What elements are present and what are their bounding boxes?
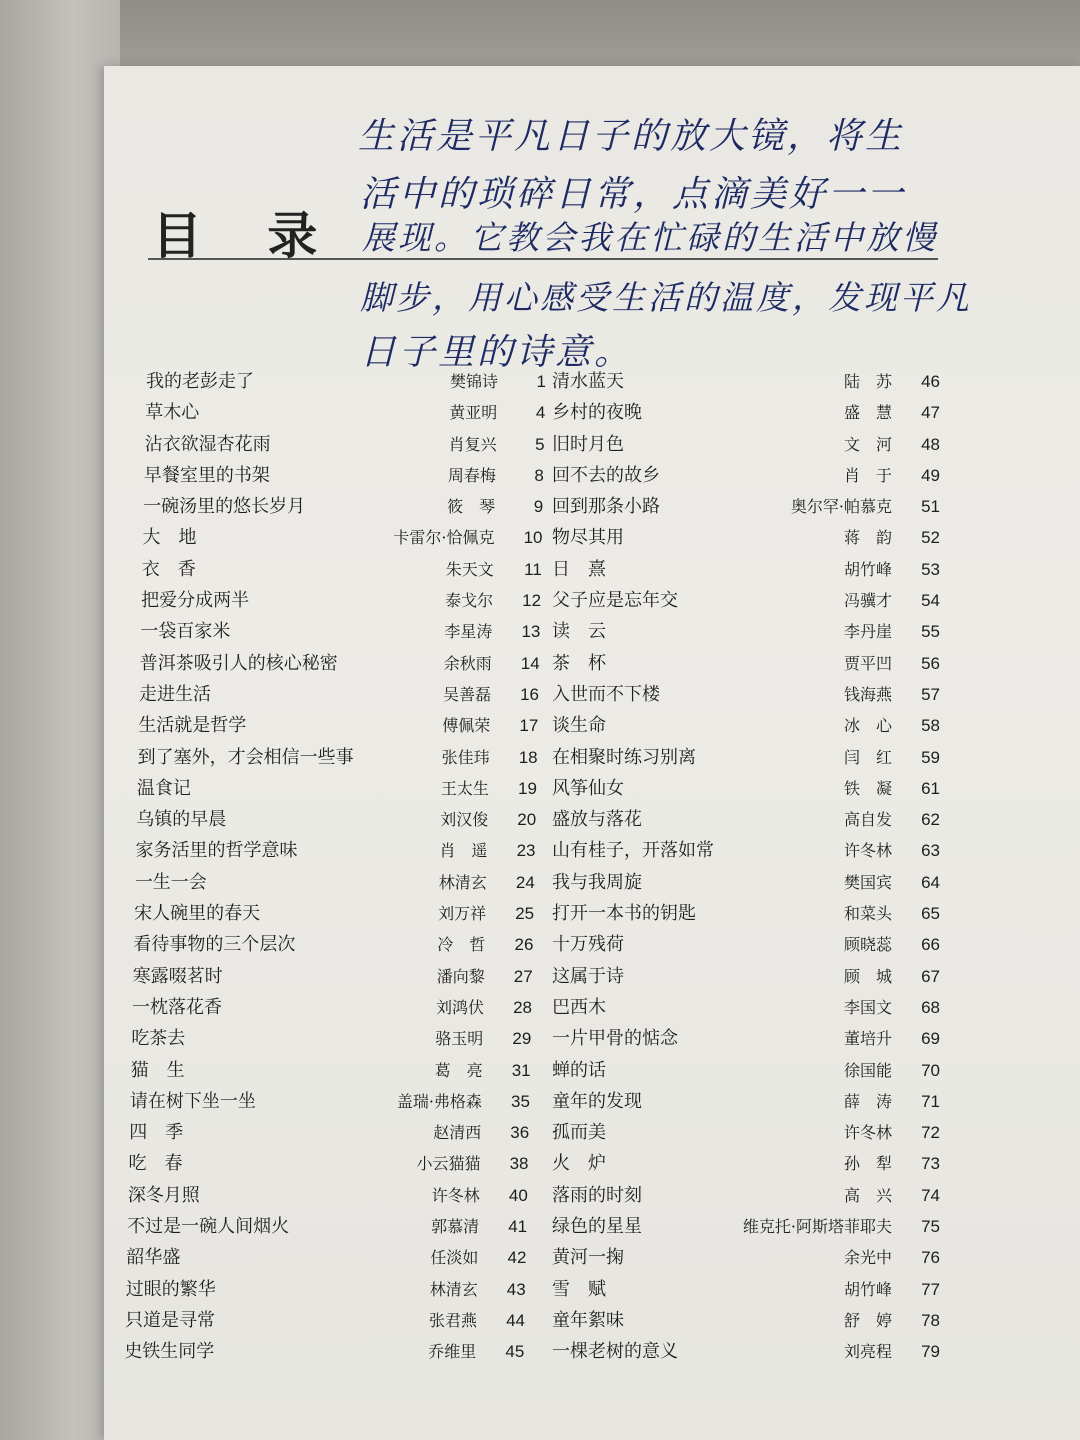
toc-entry	[552, 1055, 972, 1086]
toc-entry-author: 林清玄	[438, 872, 487, 892]
toc-entry-page: 4	[535, 403, 546, 423]
toc-entry-title: 我的老彭走了	[146, 371, 254, 392]
toc-entry-page: 54	[921, 591, 940, 611]
toc-entry-title: 请在树下坐一坐	[129, 1090, 256, 1112]
toc-entry	[552, 429, 972, 460]
toc-entry-title: 父子应是忘年交	[552, 590, 678, 612]
toc-entry-author: 傅佩荣	[442, 716, 491, 736]
toc-entry-author: 葛 亮	[434, 1060, 483, 1080]
toc-entry-title: 我与我周旋	[552, 871, 642, 893]
toc-entry-author: 胡竹峰	[843, 559, 892, 579]
toc-entry-author: 李丹崖	[843, 622, 892, 642]
toc-entry-page: 62	[921, 810, 940, 830]
toc-entry-title: 衣 香	[141, 558, 196, 580]
toc-entry-title: 落雨的时刻	[552, 1184, 642, 1206]
handwriting-line: 日子里的诗意。	[360, 332, 634, 373]
toc-entry-page: 36	[510, 1123, 530, 1143]
toc-entry-page: 31	[511, 1060, 531, 1080]
toc-entry-page: 47	[921, 403, 940, 423]
toc-entry-page: 43	[506, 1279, 526, 1299]
toc-entry	[552, 1148, 972, 1179]
toc-entry-page: 71	[921, 1091, 940, 1111]
toc-entry	[552, 742, 972, 773]
toc-entry-page: 68	[921, 997, 940, 1017]
toc-entry-title: 火 炉	[552, 1153, 606, 1175]
toc-entry	[552, 1305, 972, 1336]
toc-entry	[552, 710, 972, 741]
handwriting-line: 生活是平凡日子的放大镜，将生	[358, 116, 905, 157]
toc-entry	[146, 366, 586, 397]
toc-entry-page: 38	[509, 1154, 529, 1174]
toc-entry	[127, 1211, 567, 1242]
toc-entry	[552, 1336, 972, 1367]
toc-entry-page: 51	[921, 497, 940, 517]
toc-entry-author: 刘汉俊	[440, 810, 489, 830]
toc-entry	[552, 898, 972, 929]
toc-entry-author: 顾 城	[843, 966, 892, 986]
toc-entry	[145, 397, 585, 428]
toc-entry-author: 冰 心	[843, 716, 892, 736]
toc-entry-title: 茶 杯	[552, 652, 606, 674]
toc-entry-page: 64	[921, 872, 940, 892]
toc-entry	[135, 867, 575, 898]
toc-entry-author: 骆玉明	[435, 1029, 484, 1049]
handwriting-line: 活中的琐碎日常，点滴美好一一	[360, 174, 907, 215]
toc-entry	[144, 460, 584, 491]
toc-entry-title: 绿色的星星	[552, 1216, 642, 1238]
toc-entry	[552, 460, 972, 491]
toc-entry-page: 55	[921, 622, 940, 642]
toc-entry	[552, 1274, 972, 1305]
toc-entry-page: 20	[517, 810, 537, 830]
toc-entry-title: 在相聚时练习别离	[552, 746, 696, 768]
toc-entry-title: 巴西木	[552, 996, 606, 1018]
toc-entry-author: 胡竹峰	[843, 1279, 892, 1299]
toc-entry-page: 63	[921, 841, 940, 861]
handwriting-line: 脚步，用心感受生活的温度，发现平凡	[360, 278, 972, 317]
toc-entry-page: 35	[510, 1091, 530, 1111]
toc-entry-author: 薛 涛	[843, 1091, 892, 1111]
toc-entry-page: 52	[921, 528, 940, 548]
toc-left-column	[124, 366, 580, 1368]
toc-entry	[552, 867, 972, 898]
toc-entry-author: 舒 婷	[843, 1310, 892, 1330]
toc-entry-title: 生活就是哲学	[138, 715, 247, 737]
toc-entry-author: 筱 琴	[447, 497, 496, 517]
toc-entry-title: 一碗汤里的悠长岁月	[143, 496, 306, 518]
toc-entry-author: 高自发	[843, 810, 892, 830]
toc-entry-page: 28	[513, 997, 532, 1017]
toc-entry-page: 16	[520, 684, 539, 704]
toc-entry-page: 9	[533, 497, 544, 517]
toc-entry-page: 44	[506, 1310, 525, 1330]
toc-entry-author: 朱天文	[445, 559, 494, 579]
toc-entry	[126, 1242, 566, 1273]
toc-entry-author: 奥尔罕·帕慕克	[790, 497, 892, 517]
toc-entry-page: 27	[513, 966, 533, 986]
toc-entry-page: 1	[536, 372, 546, 391]
toc-entry	[124, 1336, 564, 1367]
toc-entry-title: 只道是寻常	[125, 1309, 215, 1331]
toc-entry-title: 到了塞外，才会相信一些事	[137, 746, 354, 768]
toc-entry-author: 盖瑞·弗格森	[396, 1091, 482, 1111]
toc-entry-author: 黄亚明	[449, 403, 498, 423]
toc-entry-author: 文 河	[843, 434, 892, 454]
toc-entry-author: 贾平凹	[843, 653, 892, 673]
toc-entry	[552, 491, 972, 522]
toc-entry	[128, 1180, 568, 1211]
toc-entry-title: 乡村的夜晚	[552, 402, 642, 424]
toc-entry-title: 清水蓝天	[552, 371, 624, 392]
toc-entry	[552, 522, 972, 553]
toc-entry-title: 谈生命	[552, 715, 606, 737]
toc-entry-title: 寒露啜茗时	[132, 965, 223, 987]
toc-entry	[552, 1211, 972, 1242]
toc-entry-title: 这属于诗	[552, 965, 624, 987]
toc-entry-title: 吃 春	[128, 1153, 183, 1175]
toc-entry	[129, 1117, 569, 1148]
toc-entry-page: 24	[515, 872, 535, 892]
toc-entry	[134, 898, 574, 929]
toc-entry-title: 盛放与落花	[552, 809, 642, 831]
toc-entry	[138, 710, 578, 741]
toc-entry-page: 10	[523, 528, 543, 548]
toc-entry	[131, 1055, 571, 1086]
toc-entry	[137, 773, 577, 804]
toc-entry-author: 肖 于	[843, 465, 892, 485]
toc-entry-title: 一棵老树的意义	[552, 1341, 678, 1363]
toc-entry-page: 8	[534, 465, 544, 485]
toc-entry-title: 打开一本书的钥匙	[552, 903, 696, 925]
toc-entry-page: 17	[519, 716, 539, 736]
toc-entry-page: 73	[921, 1154, 940, 1174]
toc-entry-page: 29	[512, 1029, 532, 1049]
toc-entry	[143, 522, 583, 553]
toc-entry-title: 把爱分成两半	[141, 590, 250, 612]
toc-entry	[552, 648, 972, 679]
toc-entry-title: 蝉的话	[552, 1059, 606, 1081]
toc-entry-page: 78	[921, 1310, 940, 1330]
toc-entry-page: 42	[507, 1248, 527, 1268]
toc-entry-page: 40	[508, 1185, 528, 1205]
toc-entry-title: 一生一会	[134, 871, 207, 893]
toc-entry	[139, 679, 579, 710]
toc-entry-page: 74	[921, 1185, 940, 1205]
toc-entry-author: 吴善磊	[442, 684, 491, 704]
toc-entry	[132, 992, 572, 1023]
toc-entry-author: 林清玄	[429, 1279, 478, 1299]
toc-entry-title: 山有桂子，开落如常	[552, 840, 714, 862]
toc-entry-page: 61	[921, 778, 940, 798]
toc-entry-author: 任淡如	[430, 1248, 479, 1268]
toc-entry-title: 大 地	[142, 527, 197, 549]
toc-entry-author: 刘鸿伏	[435, 997, 484, 1017]
toc-entry-page: 56	[921, 653, 940, 673]
toc-entry-title: 不过是一碗人间烟火	[127, 1216, 290, 1238]
toc-entry-page: 45	[505, 1342, 525, 1362]
toc-entry	[552, 616, 972, 647]
toc-entry-title: 读 云	[552, 621, 606, 643]
toc-entry	[552, 1023, 972, 1054]
toc-entry-title: 史铁生同学	[124, 1341, 215, 1363]
toc-entry-author: 许冬林	[843, 841, 892, 861]
toc-entry-title: 回不去的故乡	[552, 464, 660, 486]
toc-entry-page: 69	[921, 1029, 940, 1049]
toc-entry	[552, 773, 972, 804]
toc-entry-author: 孙 犁	[843, 1154, 892, 1174]
toc-entry-page: 79	[921, 1342, 940, 1362]
toc-entry-author: 许冬林	[431, 1185, 480, 1205]
toc-entry-title: 宋人碗里的春天	[134, 903, 261, 925]
toc-entry	[133, 929, 573, 960]
toc-entry-author: 乔维里	[428, 1342, 477, 1362]
toc-entry	[142, 554, 582, 585]
toc-entry-author: 许冬林	[843, 1123, 892, 1143]
toc-entry	[138, 742, 578, 773]
left-page-edge	[0, 0, 120, 1440]
toc-entry-title: 孤而美	[552, 1122, 606, 1144]
toc-entry-title: 草木心	[145, 402, 200, 424]
toc-entry-author: 樊锦诗	[449, 372, 498, 391]
toc-entry-author: 钱海燕	[843, 684, 892, 704]
toc-entry-page: 13	[521, 622, 541, 642]
toc-entry	[141, 585, 581, 616]
toc-entry-page: 75	[921, 1217, 940, 1237]
page-title: 目 录	[152, 206, 342, 265]
toc-entry-page: 41	[508, 1217, 528, 1237]
toc-entry-author: 蒋 韵	[843, 528, 892, 548]
toc-entry-page: 77	[921, 1279, 940, 1299]
toc-entry-page: 72	[921, 1123, 940, 1143]
toc-entry-author: 闫 红	[843, 747, 892, 767]
toc-entry-author: 刘万祥	[438, 904, 487, 924]
toc-entry-author: 郭慕清	[431, 1217, 480, 1237]
toc-entry	[136, 835, 576, 866]
toc-entry	[125, 1305, 565, 1336]
toc-entry-author: 刘亮程	[843, 1342, 892, 1362]
toc-entry-author: 张佳玮	[441, 747, 490, 767]
toc-entry-title: 家务活里的哲学意味	[135, 840, 298, 862]
toc-entry	[552, 585, 972, 616]
toc-entry-author: 潘向黎	[436, 966, 485, 986]
toc-entry-author: 肖复兴	[448, 434, 497, 454]
toc-entry-author: 铁 凝	[843, 778, 892, 798]
toc-entry	[552, 1086, 972, 1117]
toc-entry-title: 物尽其用	[552, 527, 624, 549]
toc-entry	[552, 679, 972, 710]
toc-entry-title: 雪 赋	[552, 1278, 606, 1300]
toc-entry-author: 和菜头	[843, 904, 892, 924]
toc-entry-title: 童年絮味	[552, 1309, 624, 1331]
toc-entry	[126, 1274, 566, 1305]
toc-entry-author: 董培升	[843, 1029, 892, 1049]
toc-entry	[552, 397, 972, 428]
toc-entry-title: 黄河一掬	[552, 1247, 624, 1269]
toc-entry	[552, 1117, 972, 1148]
toc-entry-page: 14	[520, 653, 540, 673]
toc-entry-author: 李国文	[843, 997, 892, 1017]
toc-entry-page: 26	[514, 935, 534, 955]
toc-entry-author: 陆 苏	[843, 372, 892, 391]
toc-entry-title: 日 熹	[552, 558, 606, 580]
toc-entry-author: 维克托·阿斯塔菲耶夫	[742, 1217, 892, 1237]
toc-entry-page: 70	[921, 1060, 940, 1080]
toc-entry	[552, 961, 972, 992]
toc-entry-author: 冷 哲	[437, 935, 486, 955]
toc-entry	[552, 1242, 972, 1273]
toc-entry-page: 66	[921, 935, 940, 955]
toc-entry-author: 赵清西	[433, 1123, 482, 1143]
toc-entry-title: 看待事物的三个层次	[133, 934, 296, 956]
toc-entry	[552, 804, 972, 835]
toc-right-column	[552, 366, 972, 1368]
toc-entry	[130, 1086, 570, 1117]
toc-entry-title: 韶华盛	[126, 1247, 181, 1269]
toc-entry-page: 5	[535, 434, 545, 454]
toc-entry-title: 过眼的繁华	[125, 1278, 216, 1300]
toc-entry-author: 周春梅	[447, 465, 496, 485]
toc-entry-author: 盛 慧	[843, 403, 892, 423]
toc-entry-author: 卡雷尔·恰佩克	[393, 528, 495, 548]
toc-entry-title: 四 季	[129, 1122, 184, 1144]
toc-entry	[552, 554, 972, 585]
toc-entry-page: 11	[524, 559, 542, 579]
toc-entry-title: 吃茶去	[131, 1028, 186, 1050]
toc-entry	[140, 648, 580, 679]
toc-entry-page: 23	[516, 841, 536, 861]
toc-entry	[552, 1180, 972, 1211]
toc-entry-page: 48	[921, 434, 940, 454]
toc-entry-author: 李星涛	[444, 622, 493, 642]
toc-entry-title: 十万残荷	[552, 934, 624, 956]
toc-entry-title: 一片甲骨的惦念	[552, 1028, 678, 1050]
toc-entry	[143, 491, 583, 522]
handwriting-line: 展现。它教会我在忙碌的生活中放慢	[362, 218, 938, 257]
toc-entry-author: 顾晓蕊	[843, 935, 892, 955]
toc-entry-page: 58	[921, 716, 940, 736]
toc-entry-author: 余秋雨	[443, 653, 492, 673]
toc-entry-author: 泰戈尔	[445, 591, 494, 611]
background-top	[0, 0, 1080, 70]
toc-entry	[133, 961, 573, 992]
toc-entry-page: 18	[518, 747, 538, 767]
toc-entry-page: 49	[921, 465, 940, 485]
toc-entry-page: 46	[921, 372, 940, 391]
toc-entry-title: 乌镇的早晨	[136, 809, 227, 831]
toc-entry	[136, 804, 576, 835]
toc-entry-author: 樊国宾	[843, 872, 892, 892]
toc-entry-title: 温食记	[136, 777, 191, 799]
toc-entry	[552, 929, 972, 960]
toc-entry-page: 12	[522, 591, 542, 611]
toc-entry-title: 普洱茶吸引人的核心秘密	[139, 652, 338, 674]
toc-entry-title: 深冬月照	[127, 1184, 200, 1206]
toc-entry-author: 徐国能	[843, 1060, 892, 1080]
toc-entry-title: 童年的发现	[552, 1090, 642, 1112]
toc-entry-page: 53	[921, 559, 940, 579]
toc-entry-page: 65	[921, 904, 940, 924]
toc-entry-page: 57	[921, 684, 940, 704]
toc-entry	[552, 992, 972, 1023]
toc-entry-title: 一袋百家米	[140, 621, 231, 643]
toc-entry-author: 小云猫猫	[416, 1154, 481, 1174]
toc-entry-title: 回到那条小路	[552, 496, 660, 518]
toc-entry-author: 余光中	[843, 1248, 892, 1268]
toc-entry-page: 19	[517, 778, 537, 798]
toc-entry-title: 猫 生	[130, 1059, 185, 1081]
toc-entry	[129, 1148, 569, 1179]
toc-entry	[145, 429, 585, 460]
toc-entry-author: 王太生	[440, 778, 489, 798]
toc-entry-page: 76	[921, 1248, 940, 1268]
toc-entry-author: 张君燕	[428, 1310, 477, 1330]
toc-entry	[552, 366, 972, 397]
toc-entry-author: 冯骥才	[843, 591, 892, 611]
toc-entry-author: 高 兴	[843, 1185, 892, 1205]
toc-entry-title: 沾衣欲湿杏花雨	[144, 433, 271, 455]
toc-entry-page: 67	[921, 966, 940, 986]
toc-entry-title: 走进生活	[139, 683, 211, 705]
toc-entry-title: 风筝仙女	[552, 777, 624, 799]
toc-entry	[140, 616, 580, 647]
toc-entry-title: 早餐室里的书架	[143, 464, 270, 486]
toc-entry-author: 肖 遥	[439, 841, 488, 861]
toc-entry-page: 59	[921, 747, 940, 767]
toc-entry	[552, 835, 972, 866]
toc-entry	[131, 1023, 571, 1054]
toc-entry-title: 一枕落花香	[132, 996, 222, 1018]
toc-entry-page: 25	[515, 904, 535, 924]
toc-entry-title: 旧时月色	[552, 433, 624, 455]
toc-entry-title: 入世而不下楼	[552, 683, 660, 705]
